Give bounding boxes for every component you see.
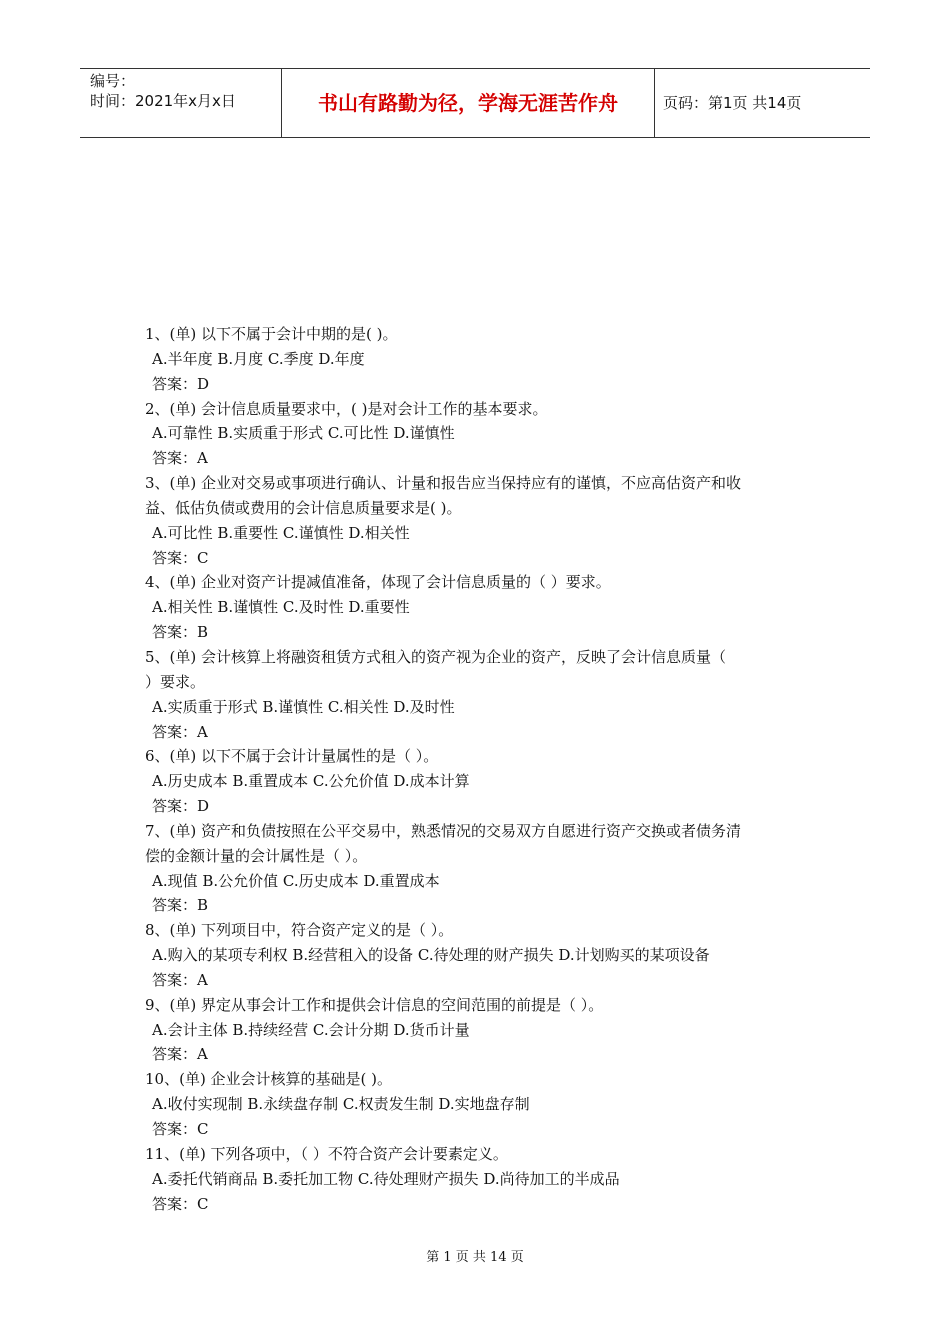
header-page-info: 页码：第1页 共14页 [663, 94, 802, 112]
question-item [145, 570, 815, 645]
question-stem: 7、(单) 资产和负债按照在公平交易中，熟悉情况的交易双方自愿进行资产交换或者债务清 [145, 821, 742, 840]
header-left [90, 71, 280, 111]
question-answer: 答案：B [152, 896, 209, 915]
question-options: A.实质重于形式 B.谨慎性 C.相关性 D.及时性 [152, 697, 455, 716]
question-stem: 1、(单) 以下不属于会计中期的是( )。 [145, 325, 398, 343]
question-options: A.委托代销商品 B.委托加工物 C.待处理财产损失 D.尚待加工的半成品 [152, 1169, 620, 1188]
question-answer: 答案：A [152, 722, 208, 741]
question-stem: ）要求。 [145, 672, 206, 691]
time-label: 时间：2021年x月x日 [90, 92, 236, 110]
question-stem: 2、(单) 会计信息质量要求中，( )是对会计工作的基本要求。 [145, 399, 548, 418]
question-options: A.会计主体 B.持续经营 C.会计分期 D.货币计量 [152, 1020, 470, 1039]
header-divider [654, 69, 655, 137]
question-stem: 3、(单) 企业对交易或事项进行确认、计量和报告应当保持应有的谨慎，不应高估资产和收 [145, 474, 742, 493]
question-options: A.购入的某项专利权 B.经营租入的设备 C.待处理的财产损失 D.计划购买的某项设备 [152, 946, 710, 965]
question-options: A.半年度 B.月度 C.季度 D.年度 [152, 349, 365, 368]
question-options: A.历史成本 B.重置成本 C.公允价值 D.成本计算 [152, 772, 470, 791]
question-stem: 9、(单) 界定从事会计工作和提供会计信息的空间范围的前提是（ ）。 [145, 995, 604, 1014]
question-answer: 答案：A [152, 449, 208, 468]
question-options: A.相关性 B.谨慎性 C.及时性 D.重要性 [152, 598, 410, 617]
question-answer: 答案：C [152, 1194, 209, 1213]
question-options: A.可比性 B.重要性 C.谨慎性 D.相关性 [152, 523, 410, 542]
question-item [145, 645, 815, 744]
question-item [145, 397, 815, 472]
question-stem: 偿的金额计量的会计属性是（ ）。 [145, 846, 368, 865]
question-options: A.收付实现制 B.永续盘存制 C.权责发生制 D.实地盘存制 [152, 1095, 530, 1114]
question-item [145, 993, 815, 1068]
question-item [145, 471, 815, 570]
question-answer: 答案：C [152, 548, 209, 567]
question-item [145, 819, 815, 918]
question-answer: 答案：D [152, 797, 210, 816]
question-answer: 答案：C [152, 1120, 209, 1138]
question-answer: 答案：A [152, 1045, 208, 1064]
question-item [145, 1142, 815, 1217]
question-answer: 答案：A [152, 970, 208, 989]
question-stem: 4、(单) 企业对资产计提减值准备，体现了会计信息质量的（ ）要求。 [145, 573, 611, 592]
number-label: 编号： [90, 72, 136, 90]
page-header [80, 68, 870, 138]
question-item [145, 918, 815, 993]
question-item [145, 1067, 815, 1142]
page-footer: 第 1 页 共 14 页 [426, 1250, 524, 1265]
header-motto: 书山有路勤为径，学海无涯苦作舟 [318, 91, 618, 115]
question-list [145, 322, 815, 1216]
question-stem: 5、(单) 会计核算上将融资租赁方式租入的资产视为企业的资产，反映了会计信息质量（ [145, 647, 727, 666]
question-options: A.可靠性 B.实质重于形式 C.可比性 D.谨慎性 [152, 424, 455, 443]
question-options: A.现值 B.公允价值 C.历史成本 D.重置成本 [152, 871, 440, 890]
question-answer: 答案：D [152, 374, 210, 393]
question-stem: 益、低估负债或费用的会计信息质量要求是( )。 [145, 498, 462, 517]
question-stem: 8、(单) 下列项目中，符合资产定义的是（ ）。 [145, 921, 454, 940]
question-item [145, 322, 815, 397]
question-stem: 6、(单) 以下不属于会计计量属性的是（ ）。 [145, 747, 439, 766]
question-item [145, 744, 815, 819]
question-stem: 11、(单) 下列各项中，（ ）不符合资产会计要素定义。 [145, 1144, 508, 1163]
question-answer: 答案：B [152, 623, 209, 642]
question-stem: 10、(单) 企业会计核算的基础是( )。 [145, 1070, 393, 1089]
